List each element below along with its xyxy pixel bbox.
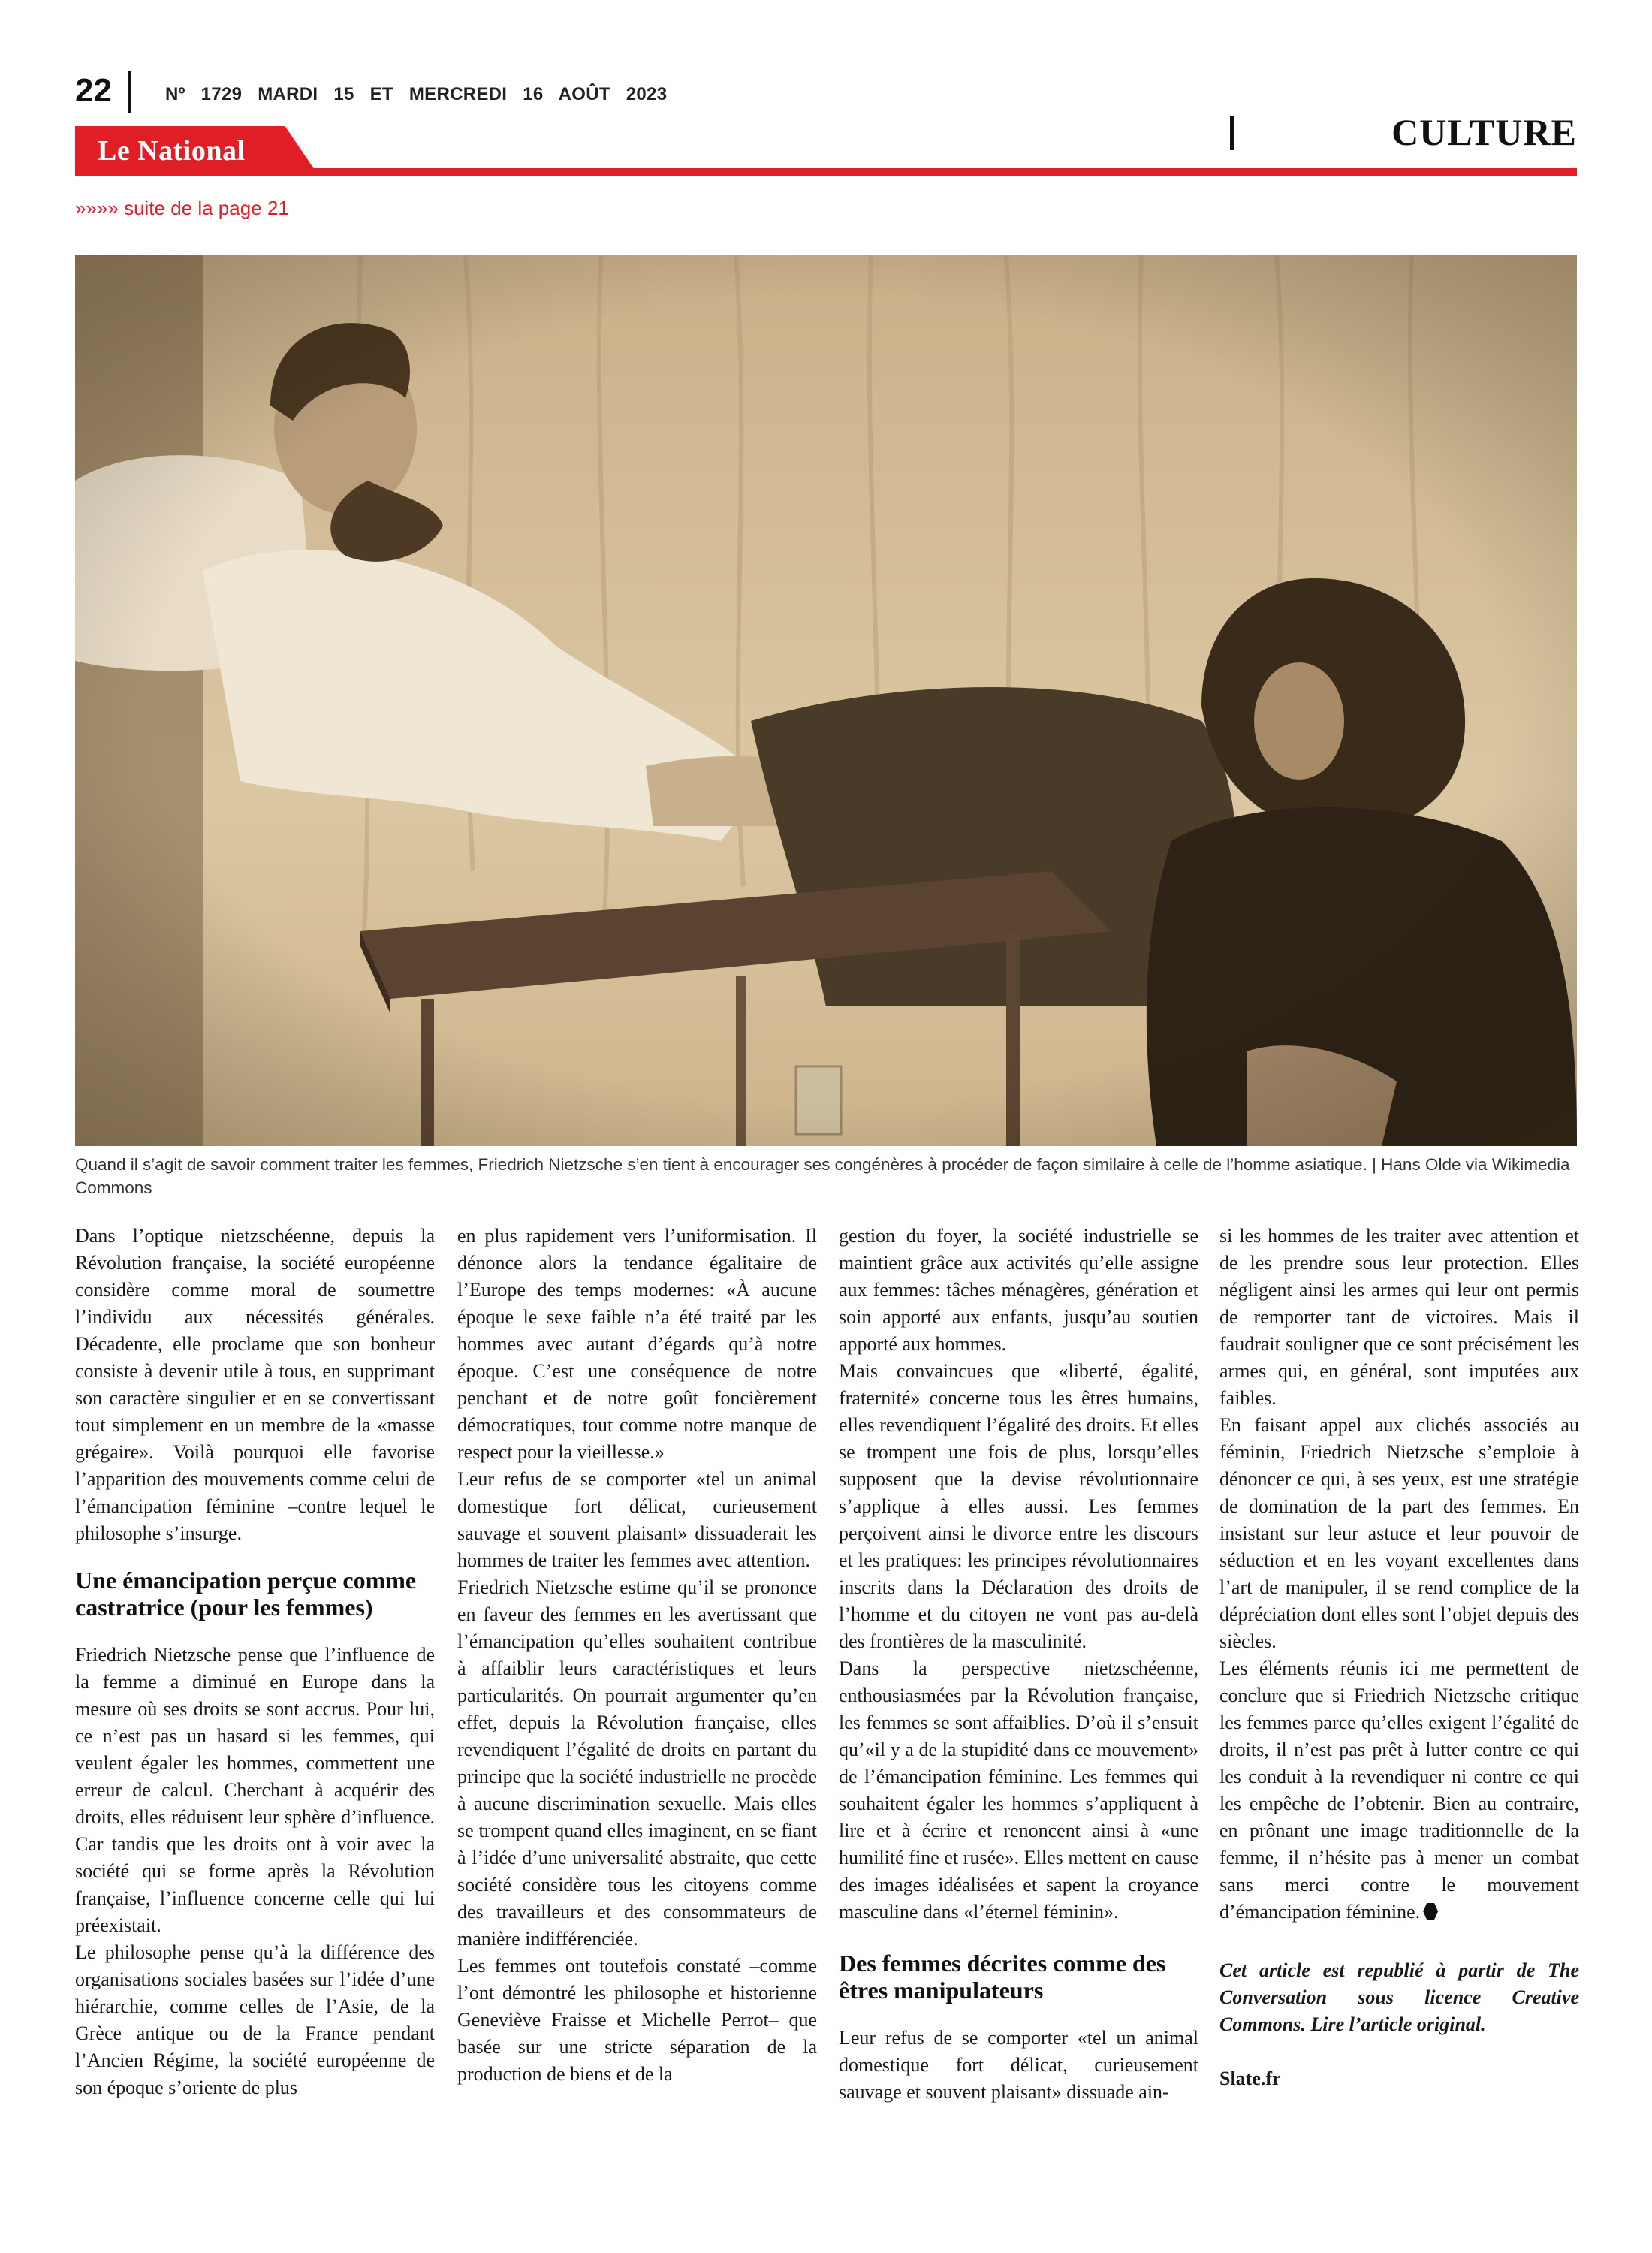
subheading-emancipation: Une émancipation perçue comme castratrice (pour les femmes) (75, 1567, 417, 1621)
issue-date-line (165, 84, 667, 105)
final-paragraph-text: Les éléments réunis ici me permettent de conclure que si Friedrich Nietzsche critique les femmes parce qu’elles exigent l’égalité de droits, il n’est pas prêt à lutter contre ce qui les conduit à la revendiquer ni contre ce qui les empêche de l’obtenir. Bien au contraire, en prônant une image traditionnelle de la femme, il n’hésite pas à mener un combat sans merci contre le mouvement d’émancipation féminine. (1219, 1657, 1579, 1923)
photo-caption: Quand il s’agit de savoir comment traiter les femmes, Friedrich Nietzsche s’en tient à encourager ses congénères à procéder de façon similaire à celle de l’homme asiatique. | Hans Olde via Wikimedia Commons (75, 1155, 1570, 1197)
paragraph: Leur refus de se comporter «tel un animal domestique fort délicat, curieusement sauvage et souvent plaisant» dissuade ain- (839, 2027, 1198, 2103)
paragraph: Les femmes ont toutefois constaté –comme l’ont démontré les philosophe et historienne Geneviève Fraisse et Michelle Perrot– que basée sur une stricte séparation de la production de biens et de la (457, 1955, 817, 2085)
paragraph: Dans l’optique nietzschéenne, depuis la Révolution française, la société européenne considère comme moral de soumettre l’individu aux nécessités générales. Décadente, elle proclame que son bonheur consiste à devenir utile à tous, en supprimant son caractère singulier et en se convertissant tout simplement en un membre de la «masse grégaire». Voilà pourquoi elle favorise l’apparition des mouvements comme celui de l’émancipation féminine –contre lequel le philosophe s’insurge. (75, 1225, 435, 1544)
page-number: 22 (75, 72, 112, 109)
subheading-manipulateurs: Des femmes décrites comme des êtres manipulateurs (839, 1950, 1166, 2004)
issue-date: MARDI 15 ET MERCREDI 16 AOÛT 2023 (258, 84, 668, 104)
article-column-1 (75, 1223, 435, 2101)
issue-number: Nº 1729 (165, 84, 243, 104)
paragraph: gestion du foyer, la société industrielle se maintient grâce aux activités qu’elle assigne aux femmes: tâches ménagères, génération et soin apporté aux enfants, jusqu’au soutien apporté aux hommes. (839, 1225, 1198, 1355)
paragraph: si les hommes de les traiter avec attention et de les prendre sous leur protection. Elles négligent ainsi les armes qui leur ont permis de remporter tant de victoires. Mais il faudrait souligner que ce sont précisément les armes qui, en général, sont imputées aux faibles. (1219, 1225, 1579, 1409)
page-number-divider (128, 71, 131, 113)
article-photo (75, 255, 1577, 1146)
article-column-4 (1219, 1223, 1579, 2092)
continued-from-link[interactable]: »»»» suite de la page 21 (75, 197, 289, 219)
paragraph: Friedrich Nietzsche estime qu’il se prononce en faveur des femmes en les avertissant que l’émancipation qu’elles souhaitent contribue à affaiblir leurs caractéristiques et leurs particularités. On pourrait argumenter qu’en effet, depuis la Révolution française, elles revendiquent l’égalité de droits en partant du principe que la société industrielle ne procède à aucune discrimination sexuelle. Mais elles se trompent quand elles imaginent, en se fiant à l’idée d’une universalité abstraite, que cette société considère tous les citoyens comme des travailleurs et des consommateurs de manière indifférenciée. (457, 1576, 817, 1950)
paragraph: Dans la perspective nietzschéenne, enthousiasmées par la Révolution française, les femmes se sont affaiblies. D’où il s’ensuit qu’«il y a de la stupidité dans ce mouvement» de l’émancipation féminine. Les femmes qui souhaitent égaler les hommes s’appliquent à lire et à écrire et renoncent ainsi à «une humilité fine et rusée». Elles mettent en cause des images idéalisées et sapent la croyance masculine dans «l’éternel féminin». (839, 1657, 1198, 1923)
source-credit: Slate.fr (1219, 2068, 1281, 2089)
paragraph: En faisant appel aux clichés associés au féminin, Friedrich Nietzsche s’emploie à dénoncer ce qui, à ses yeux, est une stratégie de domination de la part des femmes. En insistant sur leur astuce et leur pouvoir de séduction et en les voyant excellentes dans l’art de manipuler, il se rend complice de la dépréciation dont elles sont l’objet depuis des siècles. (1219, 1414, 1579, 1652)
article-column-3 (839, 1223, 1198, 2106)
section-divider (1230, 116, 1234, 150)
paragraph: Mais convaincues que «liberté, égalité, fraternité» concerne tous les êtres humains, elles revendiquent l’égalité des droits. Et elles se trompent une fois de plus, lorsqu’elles supposent que la devise révolutionnaire s’applique à elles aussi. Les femmes perçoivent ainsi le divorce entre les discours et les pratiques: les principes révolutionnaires inscrits dans la Déclaration des droits de l’homme et du citoyen ne vont pas au-delà des frontières de la masculinité. (839, 1360, 1198, 1652)
paragraph-final (1219, 1655, 1579, 1926)
paragraph: Leur refus de se comporter «tel un animal domestique fort délicat, curieusement sauvage et souvent plaisant» dissuaderait les hommes de traiter les femmes avec attention. (457, 1468, 817, 1571)
paragraph: Friedrich Nietzsche pense que l’influence de la femme a diminué en Europe dans la mesure où ses droits se sont accrus. Pour lui, ce n’est pas un hasard si les femmes, qui veulent égaler les hommes, commettent une erreur de calcul. Cherchant à acquérir des droits, elles réduisent leur sphère d’influence. Car tandis que les droits ont à voir avec la société qui se forme après la Révolution française, l’influence concerne celle qui lui préexistait. (75, 1644, 435, 1936)
header-red-rule (75, 168, 1577, 176)
paragraph: en plus rapidement vers l’uniformisation. Il dénonce alors la tendance égalitaire de l’Europe des temps modernes: «À aucune époque le sexe faible n’a été traité par les hommes avec autant d’égards qu’à notre époque. C’est une conséquence de notre penchant et de notre goût foncièrement démocratiques, tout comme notre manque de respect pour la vieillesse.» (457, 1225, 817, 1463)
republish-note[interactable]: Cet article est republié à partir de The Conversation sous licence Creative Commons. Lire l’article original. (1219, 1959, 1579, 2035)
end-of-article-icon (1423, 1903, 1438, 1920)
paragraph: Le philosophe pense qu’à la différence des organisations sociales basées sur l’idée d’une hiérarchie, comme celles de l’Asie, de la Grèce antique ou de la France pendant l’Ancien Régime, la société européenne de son époque s’oriente de plus (75, 1941, 435, 2098)
article-column-2 (457, 1223, 817, 2088)
section-title: CULTURE (1391, 111, 1577, 153)
photo-illustration (75, 255, 1577, 1146)
brand-logo-text: Le National (98, 135, 246, 167)
